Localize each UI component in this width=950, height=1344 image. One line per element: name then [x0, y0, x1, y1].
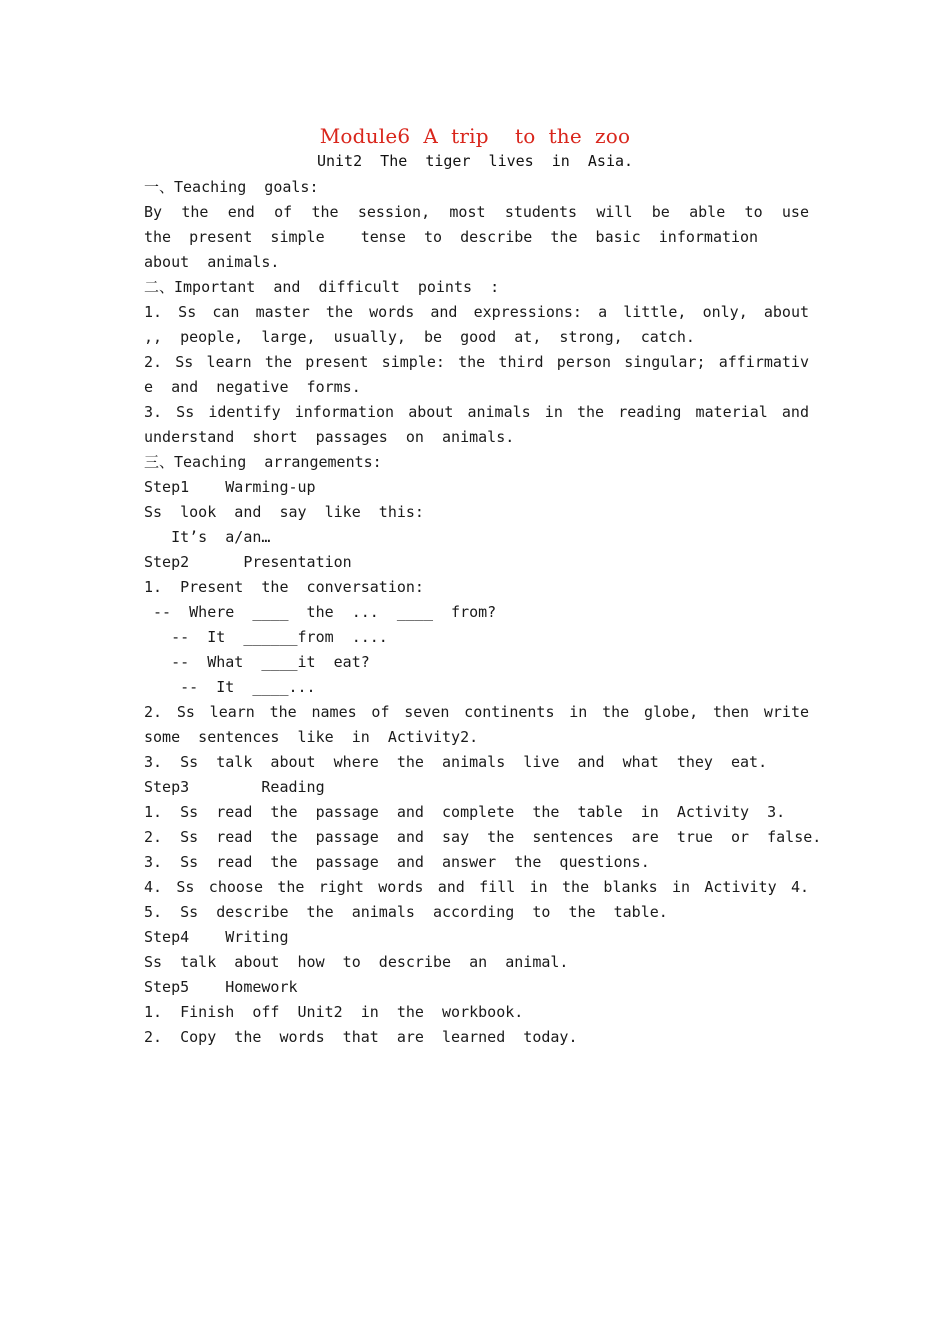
body-line: 3. Ss identify information about animals in the reading material and — [144, 403, 809, 421]
body-line: about animals. — [144, 253, 280, 271]
step-heading: Step1 Warming-up — [144, 478, 316, 496]
body-line: understand short passages on animals. — [144, 428, 515, 446]
body-line: ,, people, large, usually, be good at, strong, catch. — [144, 328, 695, 346]
body-line: It’s a/an… — [144, 528, 271, 546]
body-line: 2. Ss learn the present simple: the third person singular; affirmativ — [144, 353, 809, 371]
body-line: 3. Ss read the passage and answer the questions. — [144, 853, 650, 871]
document-title: Module6 A trip to the zoo — [319, 124, 631, 148]
body-line: 1. Finish off Unit2 in the workbook. — [144, 1003, 524, 1021]
body-line: e and negative forms. — [144, 378, 361, 396]
body-line: some sentences like in Activity2. — [144, 728, 479, 746]
body-line: 5. Ss describe the animals according to the table. — [144, 903, 668, 921]
body-line: 2. Copy the words that are learned today. — [144, 1028, 578, 1046]
section-heading-goals: 一、Teaching goals: — [144, 178, 319, 196]
body-line: By the end of the session, most students will be able to use — [144, 203, 809, 221]
step-heading: Step3 Reading — [144, 778, 325, 796]
body-line: 1. Ss read the passage and complete the table in Activity 3. — [144, 803, 786, 821]
section-heading-points: 二、Important and difficult points : — [144, 278, 500, 296]
step-heading: Step5 Homework — [144, 978, 298, 996]
body-line: 2. Ss read the passage and say the sentences are true or false. — [144, 828, 822, 846]
section-heading-arrangements: 三、Teaching arrangements: — [144, 453, 382, 471]
dialogue-line: -- It ______from .... — [144, 628, 388, 646]
dialogue-line: -- Where ____ the ... ____ from? — [144, 603, 497, 621]
dialogue-line: -- What ____it eat? — [144, 653, 370, 671]
body-line: the present simple tense to describe the basic information — [144, 228, 759, 246]
step-heading: Step4 Writing — [144, 928, 289, 946]
body-line: 3. Ss talk about where the animals live and what they eat. — [144, 753, 768, 771]
body-line: 1. Present the conversation: — [144, 578, 424, 596]
body-line: Ss look and say like this: — [144, 503, 424, 521]
body-line: 2. Ss learn the names of seven continents in the globe, then write — [144, 703, 809, 721]
body-line: 4. Ss choose the right words and fill in the blanks in Activity 4. — [144, 878, 809, 896]
body-line: Ss talk about how to describe an animal. — [144, 953, 569, 971]
dialogue-line: -- It ____... — [144, 678, 316, 696]
body-line: 1. Ss can master the words and expressions: a little, only, about — [144, 303, 809, 321]
document-subtitle: Unit2 The tiger lives in Asia. — [316, 152, 634, 170]
step-heading: Step2 Presentation — [144, 553, 352, 571]
